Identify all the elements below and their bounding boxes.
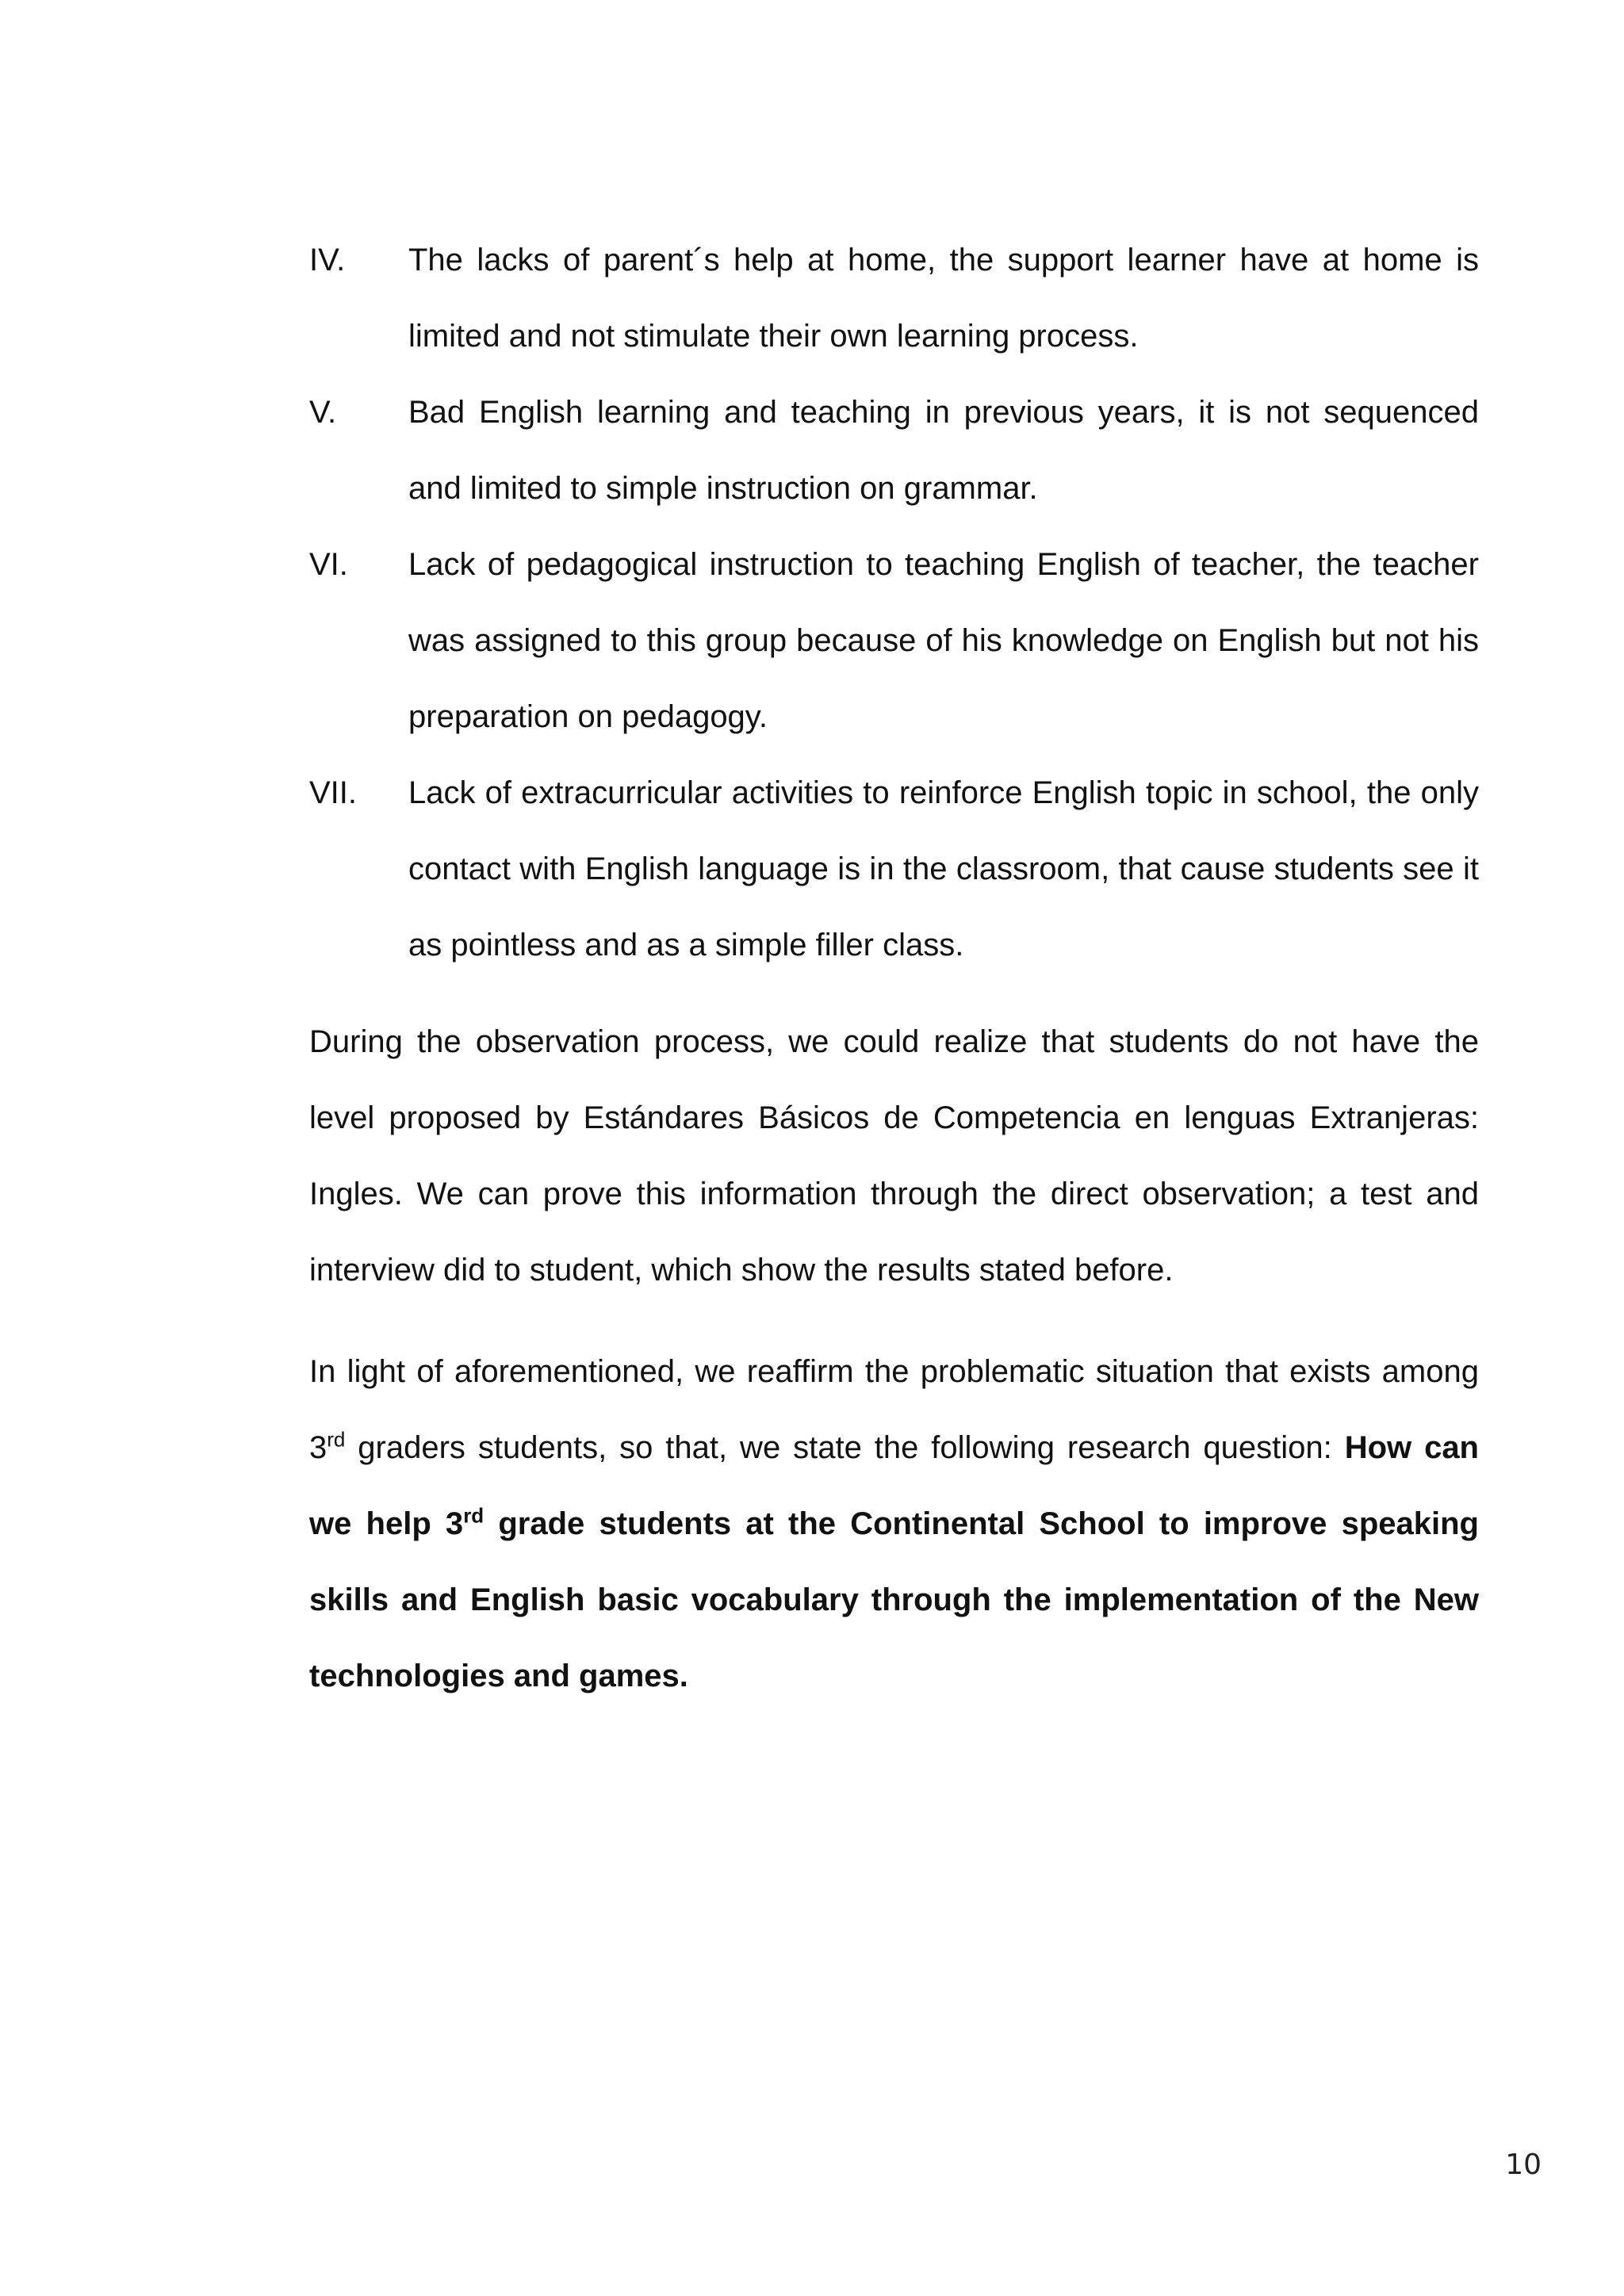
list-item-number: V. [309, 395, 337, 430]
observation-paragraph: During the observation process, we could realize that students do not have the level proposed by Estándares Básicos de Competencia en lenguas Extranjeras: Ingles. We can prove this information through the direct observation; a test and interview did to student, which show the results stated before. [309, 1024, 1479, 1288]
research-question-text: grade students at the Continental School to improve speaking skills and English basic vocabulary through the implementation of the New technologies and games. [309, 1506, 1479, 1693]
list-item-number: VII. [309, 775, 358, 810]
list-item [309, 374, 1479, 526]
research-question-paragraph [309, 1334, 1479, 1714]
paragraph-text: graders students, so that, we state the following research question: [345, 1430, 1345, 1465]
list-item [309, 526, 1479, 755]
page-number: 10 [1505, 2149, 1542, 2181]
list-item-text: Lack of pedagogical instruction to teaching English of teacher, the teacher was assigned to this group because of his knowledge on English but not his preparation on pedagogy. [408, 547, 1479, 734]
list-item [309, 222, 1479, 374]
numbered-list [309, 222, 1479, 983]
list-item-text: Lack of extracurricular activities to reinforce English topic in school, the only contact with English language is in the classroom, that cause students see it as pointless and as a simple filler class. [408, 775, 1479, 962]
list-item-number: IV. [309, 243, 346, 277]
superscript: rd [327, 1427, 346, 1452]
list-item-text: Bad English learning and teaching in previous years, it is not sequenced and limited to simple instruction on grammar. [408, 395, 1479, 506]
list-item-number: VI. [309, 547, 348, 582]
paragraph-text: In light of aforementioned, we reaffirm the problematic situation that exists among 3 [309, 1354, 1479, 1465]
list-item-text: The lacks of parent´s help at home, the support learner have at home is limited and not stimulate their own learning process. [408, 243, 1479, 354]
list-item [309, 755, 1479, 983]
research-question [309, 1427, 1479, 1693]
research-question-text: How can we help 3 [309, 1430, 1479, 1541]
superscript: rd [463, 1503, 485, 1528]
